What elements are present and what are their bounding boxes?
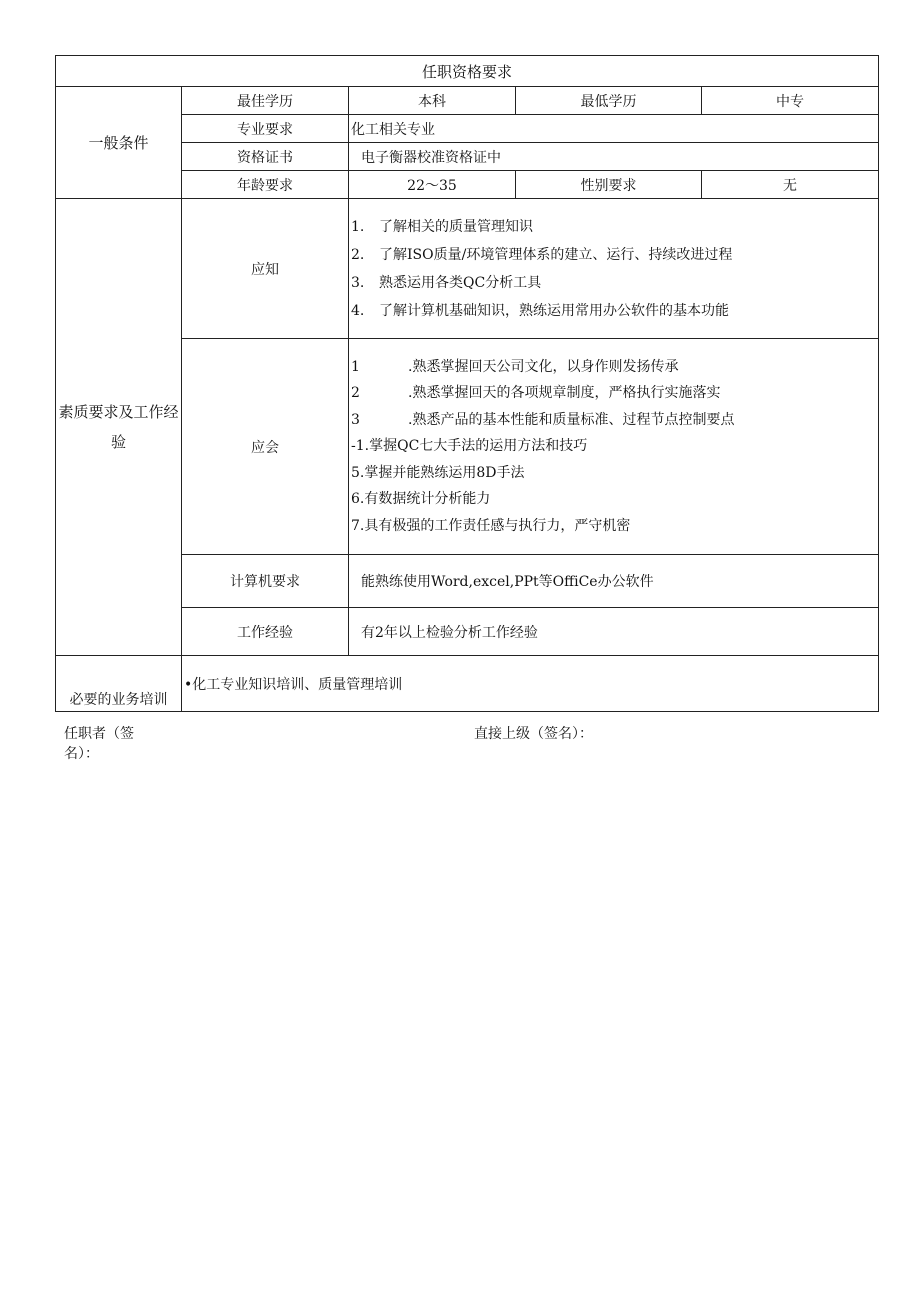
computer-label: 计算机要求 [182,555,349,608]
quality-experience-label: 素质要求及工作经验 [56,199,182,656]
cert-label: 资格证书 [182,143,349,171]
computer-value: 能熟练使用Word,excel,PPt等OffiCe办公软件 [349,555,879,608]
list-item: 3 .熟悉产品的基本性能和质量标准、过程节点控制要点 [351,411,735,428]
edu-min-label: 最低学历 [516,87,702,115]
qualification-table [55,55,879,712]
employee-signature-line2: 名）： [64,746,99,762]
know-list [351,213,878,325]
experience-value: 有2年以上检验分析工作经验 [349,608,879,656]
employee-signature-line1: 任职者（签 [64,726,134,742]
list-item: 4. 了解计算机基础知识，熟练运用常用办公软件的基本功能 [351,302,729,319]
table-title: 任职资格要求 [56,56,879,87]
list-item: -1.掌握QC七大手法的运用方法和技巧 [351,438,588,455]
gender-label: 性别要求 [516,171,702,199]
age-label: 年龄要求 [182,171,349,199]
training-value: •化工专业知识培训、质量管理培训 [182,656,879,712]
training-label: 必要的业务培训 [56,656,182,712]
cert-value: 电子衡器校准资格证中 [349,143,879,171]
major-value: 化工相关专业 [349,115,879,143]
list-item: 3. 熟悉运用各类QC分析工具 [351,274,542,291]
major-label: 专业要求 [182,115,349,143]
can-list [351,354,878,540]
list-item: 2. 了解ISO质量/环境管理体系的建立、运行、持续改进过程 [351,246,733,263]
experience-label: 工作经验 [182,608,349,656]
age-value: 22～35 [349,171,516,199]
gender-value: 无 [702,171,879,199]
supervisor-signature: 直接上级（签名）： [474,726,593,742]
list-item: 5.掌握并能熟练运用8D手法 [351,464,525,481]
general-conditions-label: 一般条件 [56,87,182,199]
employee-signature [64,724,134,764]
know-cell [349,199,879,339]
list-item: 6.有数据统计分析能力 [351,491,491,508]
list-item: 7.具有极强的工作责任感与执行力，严守机密 [351,517,631,534]
list-item: 1. 了解相关的质量管理知识 [351,218,533,235]
list-item: 2 .熟悉掌握回天的各项规章制度，严格执行实施落实 [351,385,721,402]
list-item: 1 .熟悉掌握回天公司文化，以身作则发扬传承 [351,358,679,375]
edu-best-label: 最佳学历 [182,87,349,115]
edu-min-value: 中专 [702,87,879,115]
can-label: 应会 [182,339,349,555]
can-cell [349,339,879,555]
edu-best-value: 本科 [349,87,516,115]
know-label: 应知 [182,199,349,339]
